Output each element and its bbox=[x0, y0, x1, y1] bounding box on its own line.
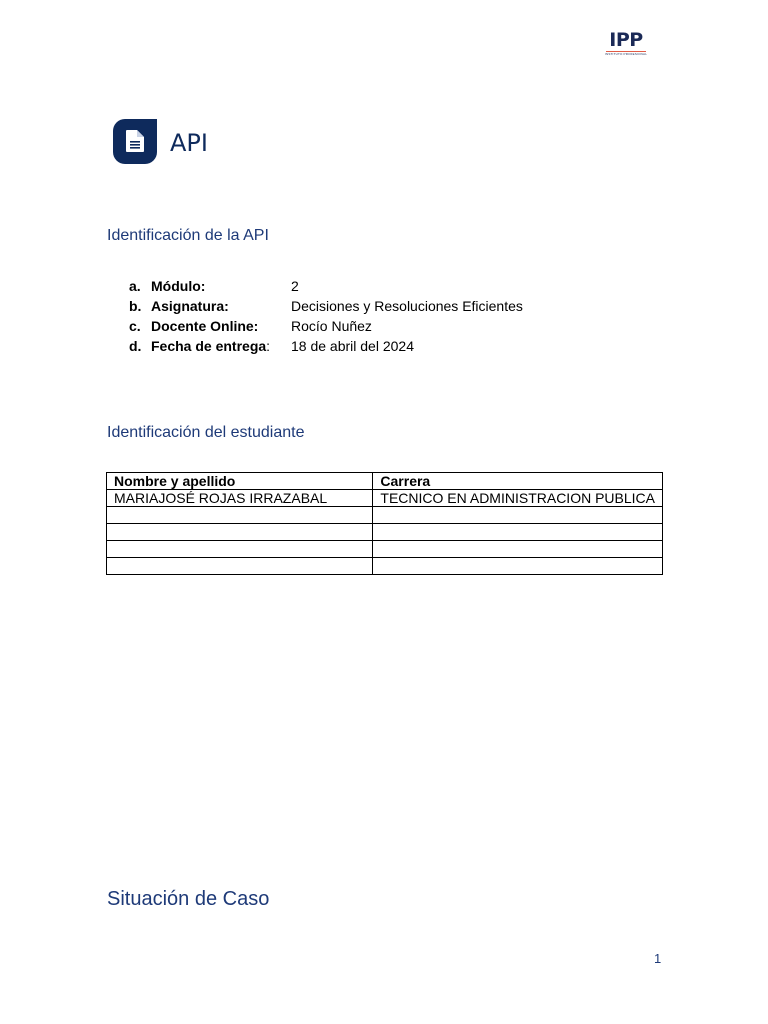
table-cell-name: MARIAJOSÉ ROJAS IRRAZABAL bbox=[107, 490, 373, 507]
table-cell-career: TECNICO EN ADMINISTRACION PUBLICA bbox=[373, 490, 663, 507]
list-item-label bbox=[151, 296, 291, 316]
api-identification-heading: Identificación de la API bbox=[107, 227, 269, 244]
list-item bbox=[129, 336, 523, 356]
table-cell-career bbox=[373, 558, 663, 575]
list-item-value: Decisiones y Resoluciones Eficientes bbox=[291, 298, 523, 314]
table-row bbox=[107, 507, 663, 524]
label-text: Asignatura: bbox=[151, 298, 229, 314]
label-text: Módulo: bbox=[151, 278, 206, 294]
list-item bbox=[129, 296, 523, 316]
table-row bbox=[107, 524, 663, 541]
label-text: Docente Online: bbox=[151, 318, 259, 334]
table-cell-name bbox=[107, 524, 373, 541]
list-item-value: Rocío Nuñez bbox=[291, 318, 372, 334]
ipp-logo bbox=[598, 30, 654, 57]
table-cell-name bbox=[107, 558, 373, 575]
student-identification-heading: Identificación del estudiante bbox=[107, 424, 305, 441]
list-item-label bbox=[151, 316, 291, 336]
column-header-career: Carrera bbox=[373, 473, 663, 490]
api-info-list bbox=[129, 276, 523, 356]
document-icon bbox=[113, 119, 157, 164]
student-table bbox=[106, 472, 663, 575]
table-cell-career bbox=[373, 507, 663, 524]
list-item bbox=[129, 316, 523, 336]
page-number: 1 bbox=[654, 951, 662, 966]
list-item-label bbox=[151, 276, 291, 296]
table-cell-career bbox=[373, 541, 663, 558]
list-item-label bbox=[151, 336, 291, 356]
list-item-letter: a. bbox=[129, 278, 141, 294]
table-cell-name bbox=[107, 541, 373, 558]
list-item-letter: c. bbox=[129, 318, 141, 334]
case-situation-heading: Situación de Caso bbox=[107, 888, 270, 910]
list-item-letter: d. bbox=[129, 338, 142, 354]
logo-text: IPP bbox=[609, 29, 643, 51]
list-item-value: 18 de abril del 2024 bbox=[291, 338, 414, 354]
column-header-name: Nombre y apellido bbox=[107, 473, 373, 490]
table-row bbox=[107, 541, 663, 558]
list-item-value: 2 bbox=[291, 278, 299, 294]
table-cell-name bbox=[107, 507, 373, 524]
list-item-letter: b. bbox=[129, 298, 142, 314]
table-row bbox=[107, 558, 663, 575]
table-cell-career bbox=[373, 524, 663, 541]
list-item bbox=[129, 276, 523, 296]
document-title: API bbox=[170, 129, 208, 157]
table-row bbox=[107, 490, 663, 507]
logo-subtext: INSTITUTO PROFESIONAL bbox=[604, 52, 648, 56]
label-text: Fecha de entrega bbox=[151, 338, 267, 354]
table-header-row bbox=[107, 473, 663, 490]
label-suffix: : bbox=[266, 338, 271, 354]
